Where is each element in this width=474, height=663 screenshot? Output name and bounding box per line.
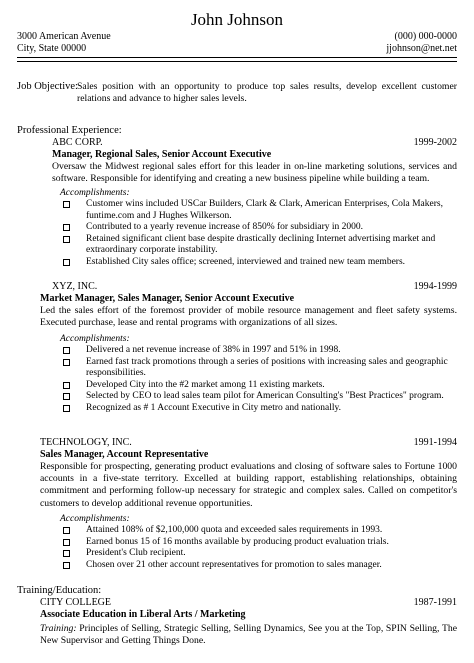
list-item: Earned bonus 15 of 16 months available by producing product evaluation trials.	[60, 537, 457, 549]
bullet-square-icon	[63, 224, 70, 231]
email[interactable]: jjohnson@net.net	[386, 43, 457, 54]
bullet-square-icon	[63, 550, 70, 557]
list-item: Established City sales office; screened, interviewed and trained new team members.	[60, 257, 457, 269]
objective-heading: Job Objective:	[17, 81, 78, 92]
bullet-square-icon	[63, 236, 70, 243]
job-description: Oversaw the Midwest regional sales effort for this leader in on-line marketing solutions, services and software. Responsible for identifying and creating a new business pipeline while building a team.	[52, 161, 457, 185]
list-item: Earned fast track promotions through a series of positions with increasing sales and geographic responsibilities.	[60, 357, 457, 380]
accomplishments-list	[60, 345, 457, 415]
list-item: Contributed to a yearly revenue increase of 850% for subsidiary in 2000.	[60, 222, 457, 234]
experience-heading: Professional Experience:	[17, 125, 122, 136]
job-title: Manager, Regional Sales, Senior Account Executive	[52, 149, 272, 160]
accomplishments-label: Accomplishments:	[60, 334, 130, 344]
job-description: Responsible for prospecting, generating product evaluations and closing of software sales to Fortune 1000 accounts in a five-state territory. Excelled at building rapport, establishing relationships, obtaining commitment and performing follow-up necessary for strategic and complex sales. Called on competitor's customers to develop additional revenue opportunities.	[40, 461, 457, 509]
job-title: Market Manager, Sales Manager, Senior Account Executive	[40, 293, 295, 304]
header-rule-top	[17, 57, 457, 58]
job-dates: 1994-1999	[413, 281, 457, 292]
list-item: President's Club recipient.	[60, 548, 457, 560]
education-dates: 1987-1991	[413, 597, 457, 608]
bullet-square-icon	[63, 201, 70, 208]
address-line: 3000 American Avenue	[17, 31, 111, 42]
bullet-square-icon	[63, 562, 70, 569]
school-name: CITY COLLEGE	[40, 597, 112, 608]
bullet-square-icon	[63, 382, 70, 389]
list-item: Recognized as # 1 Account Executive in City metro and nationally.	[60, 403, 457, 415]
job-company: XYZ, INC.	[52, 281, 98, 292]
job-dates: 1991-1994	[413, 437, 457, 448]
accomplishments-label: Accomplishments:	[60, 188, 130, 198]
list-item: Retained significant client base despite drastically declining Internet advertising market and extraordinary corporate instability.	[60, 234, 457, 257]
list-item: Attained 108% of $2,100,000 quota and exceeded sales requirements in 1993.	[60, 525, 457, 537]
education-heading: Training/Education:	[17, 585, 102, 596]
list-item: Customer wins included USCar Builders, Clark & Clark, American Enterprises, Cola Makers, funtime.com and J Hughes Wilkerson.	[60, 199, 457, 222]
objective-text: Sales position with an opportunity to produce top sales results, develop excellent customer relations and advance to higher sales levels.	[77, 81, 457, 105]
phone: (000) 000-0000	[394, 31, 457, 42]
accomplishments-label: Accomplishments:	[60, 514, 130, 524]
bullet-square-icon	[63, 393, 70, 400]
job-dates: 1999-2002	[413, 137, 457, 148]
job-company: TECHNOLOGY, INC.	[40, 437, 132, 448]
accomplishments-list	[60, 525, 457, 571]
bullet-square-icon	[63, 359, 70, 366]
bullet-square-icon	[63, 539, 70, 546]
training-courses: Principles of Selling, Strategic Selling, Selling Dynamics, See you at the Top, SPIN Selling, The New Supervisor and Getting Things Done.	[40, 623, 457, 646]
accomplishments-list	[60, 199, 457, 269]
job-description: Led the sales effort of the foremost provider of mobile resource management and fleet safety systems. Executed purchase, lease and rental programs with organizations of all sizes.	[40, 305, 457, 329]
header-rule-bottom	[17, 61, 457, 62]
bullet-square-icon	[63, 259, 70, 266]
training-text	[40, 623, 457, 647]
job-company: ABC CORP.	[52, 137, 103, 148]
list-item: Developed City into the #2 market among 11 existing markets.	[60, 380, 457, 392]
job-title: Sales Manager, Account Representative	[40, 449, 209, 460]
degree: Associate Education in Liberal Arts / Marketing	[40, 609, 246, 620]
list-item: Delivered a net revenue increase of 38% in 1997 and 51% in 1998.	[60, 345, 457, 357]
training-label: Training:	[40, 623, 77, 634]
bullet-square-icon	[63, 347, 70, 354]
list-item: Chosen over 21 other account representatives for promotion to sales manager.	[60, 560, 457, 572]
candidate-name: John Johnson	[190, 10, 284, 29]
bullet-square-icon	[63, 405, 70, 412]
bullet-square-icon	[63, 527, 70, 534]
list-item: Selected by CEO to lead sales team pilot for American Consulting's "Best Practices" program.	[60, 391, 457, 403]
city-line: City, State 00000	[17, 43, 87, 54]
